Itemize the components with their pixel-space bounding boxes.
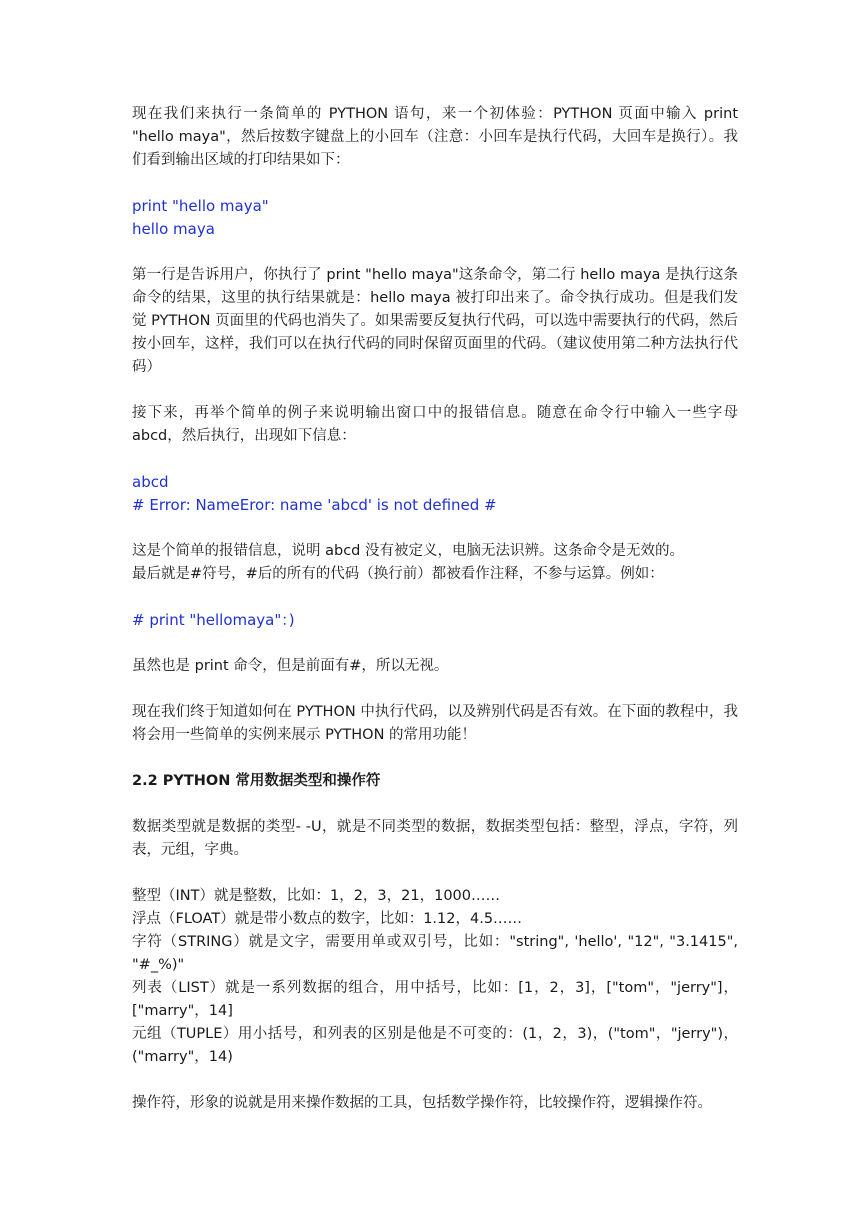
- explain-paragraph-1: 第一行是告诉用户，你执行了 print "hello maya"这条命令，第二行 hello maya 是执行这条命令的结果，这里的执行结果就是：hello maya 被打印出来了。命令执行成功。但是我们发觉 PYTHON 页面里的代码也消失了。如果需要反复执行代码，可以选中需要执行的代码，然后按小回车，这样，我们可以在执行代码的同时保留页面里的代码。（建议使用第二种方法执行代码）: [132, 267, 738, 375]
- code-line-error: # Error: NameEror: name 'abcd' is not defined #: [132, 496, 497, 514]
- intro-paragraph: 现在我们来执行一条简单的 PYTHON 语句，来一个初体验：PYTHON 页面中输入 print "hello maya"，然后按数字键盘上的小回车（注意：小回车是执行代码，大回车是换行）。我们看到输出区域的打印结果如下：: [132, 106, 738, 168]
- float-line: 浮点（FLOAT）就是带小数点的数字，比如：1.12，4.5……: [132, 911, 523, 927]
- string-line: 字符（STRING）就是文字，需要用单或双引号，比如："string", 'hello', "12", "3.1415", "#_%)": [132, 934, 738, 973]
- operators-paragraph: 操作符，形象的说就是用来操作数据的工具，包括数学操作符，比较操作符，逻辑操作符。: [132, 1095, 712, 1111]
- explain-paragraph-2: 接下来，再举个简单的例子来说明输出窗口中的报错信息。随意在命令行中输入一些字母 abcd，然后执行，出现如下信息：: [132, 405, 738, 444]
- explain-paragraph-4: 虽然也是 print 命令，但是前面有#，所以无视。: [132, 658, 449, 674]
- datatypes-intro: 数据类型就是数据的类型- -U，就是不同类型的数据，数据类型包括：整型，浮点，字符，列表，元组，字典。: [132, 819, 738, 858]
- code-line-abcd: abcd: [132, 473, 169, 491]
- code-line-print: print "hello maya": [132, 197, 269, 215]
- code-line-output: hello maya: [132, 220, 215, 238]
- explain-paragraph-3b: 最后就是#符号，#后的所有的代码（换行前）都被看作注释，不参与运算。例如：: [132, 566, 664, 582]
- list-line: 列表（LIST）就是一系列数据的组合，用中括号，比如：[1，2，3]，["tom"，"jerry"]，["marry"，14]: [132, 980, 738, 1019]
- document-body: [132, 103, 738, 1115]
- tuple-line: 元组（TUPLE）用小括号，和列表的区别是他是不可变的：(1，2，3)，("tom"，"jerry")，("marry"，14): [132, 1026, 738, 1065]
- int-line: 整型（INT）就是整数，比如：1，2，3，21，1000……: [132, 888, 501, 904]
- section-heading: 2.2 PYTHON 常用数据类型和操作符: [132, 773, 381, 789]
- code-line-comment: # print "hellomaya"：): [132, 611, 295, 629]
- explain-paragraph-3a: 这是个简单的报错信息，说明 abcd 没有被定义，电脑无法识辨。这条命令是无效的。: [132, 543, 684, 559]
- explain-paragraph-5: 现在我们终于知道如何在 PYTHON 中执行代码，以及辨别代码是否有效。在下面的教程中，我将会用一些简单的实例来展示 PYTHON 的常用功能！: [132, 704, 738, 743]
